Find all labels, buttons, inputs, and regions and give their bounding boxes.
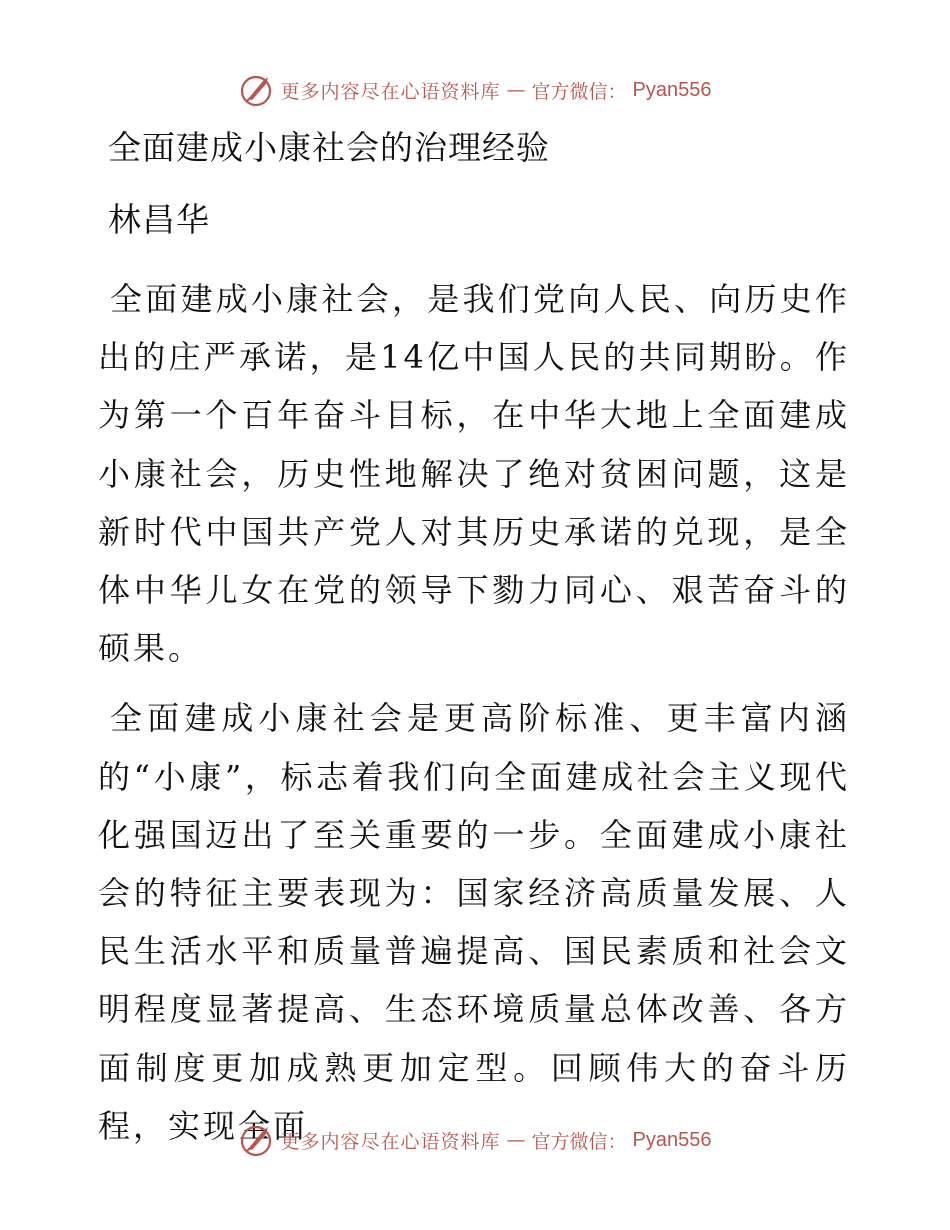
article-body	[98, 270, 850, 1167]
paragraph-1: 全面建成小康社会，是我们党向人民、向历史作出的庄严承诺，是14亿中国人民的共同期盼。作为第一个百年奋斗目标，在中华大地上全面建成小康社会，历史性地解决了绝对贫困问题，这是新时代中国共产党人对其历史承诺的兑现，是全体中华儿女在党的领导下勠力同心、艰苦奋斗的硕果。	[98, 280, 850, 668]
quill-logo-icon	[239, 72, 275, 108]
banner-wechat-label: 官方微信：	[531, 1130, 627, 1153]
paragraph-2: 全面建成小康社会是更高阶标准、更丰富内涵的“小康”，标志着我们向全面建成社会主义现代化强国迈出了至关重要的一步。全面建成小康社会的特征主要表现为：国家经济高质量发展、人民生活水平和质量普遍提高、国民素质和社会文明程度显著提高、生态环境质量总体改善、各方面制度更加成熟更加定型。回顾伟大的奋斗历程，实现全面	[98, 699, 850, 1145]
banner-wechat-id: Pyan556	[632, 1128, 712, 1151]
banner-wechat-id: Pyan556	[632, 78, 712, 101]
header-banner	[0, 70, 950, 110]
article-author: 林昌华	[108, 200, 210, 239]
footer-banner	[0, 1120, 950, 1160]
quill-logo-icon	[239, 1122, 275, 1158]
banner-separator: —	[506, 1129, 526, 1151]
banner-text: 更多内容尽在心语资料库	[280, 80, 501, 103]
banner-wechat-label: 官方微信：	[531, 80, 627, 103]
article-title: 全面建成小康社会的治理经验	[108, 128, 550, 167]
banner-text: 更多内容尽在心语资料库	[280, 1130, 501, 1153]
banner-separator: —	[506, 79, 526, 101]
